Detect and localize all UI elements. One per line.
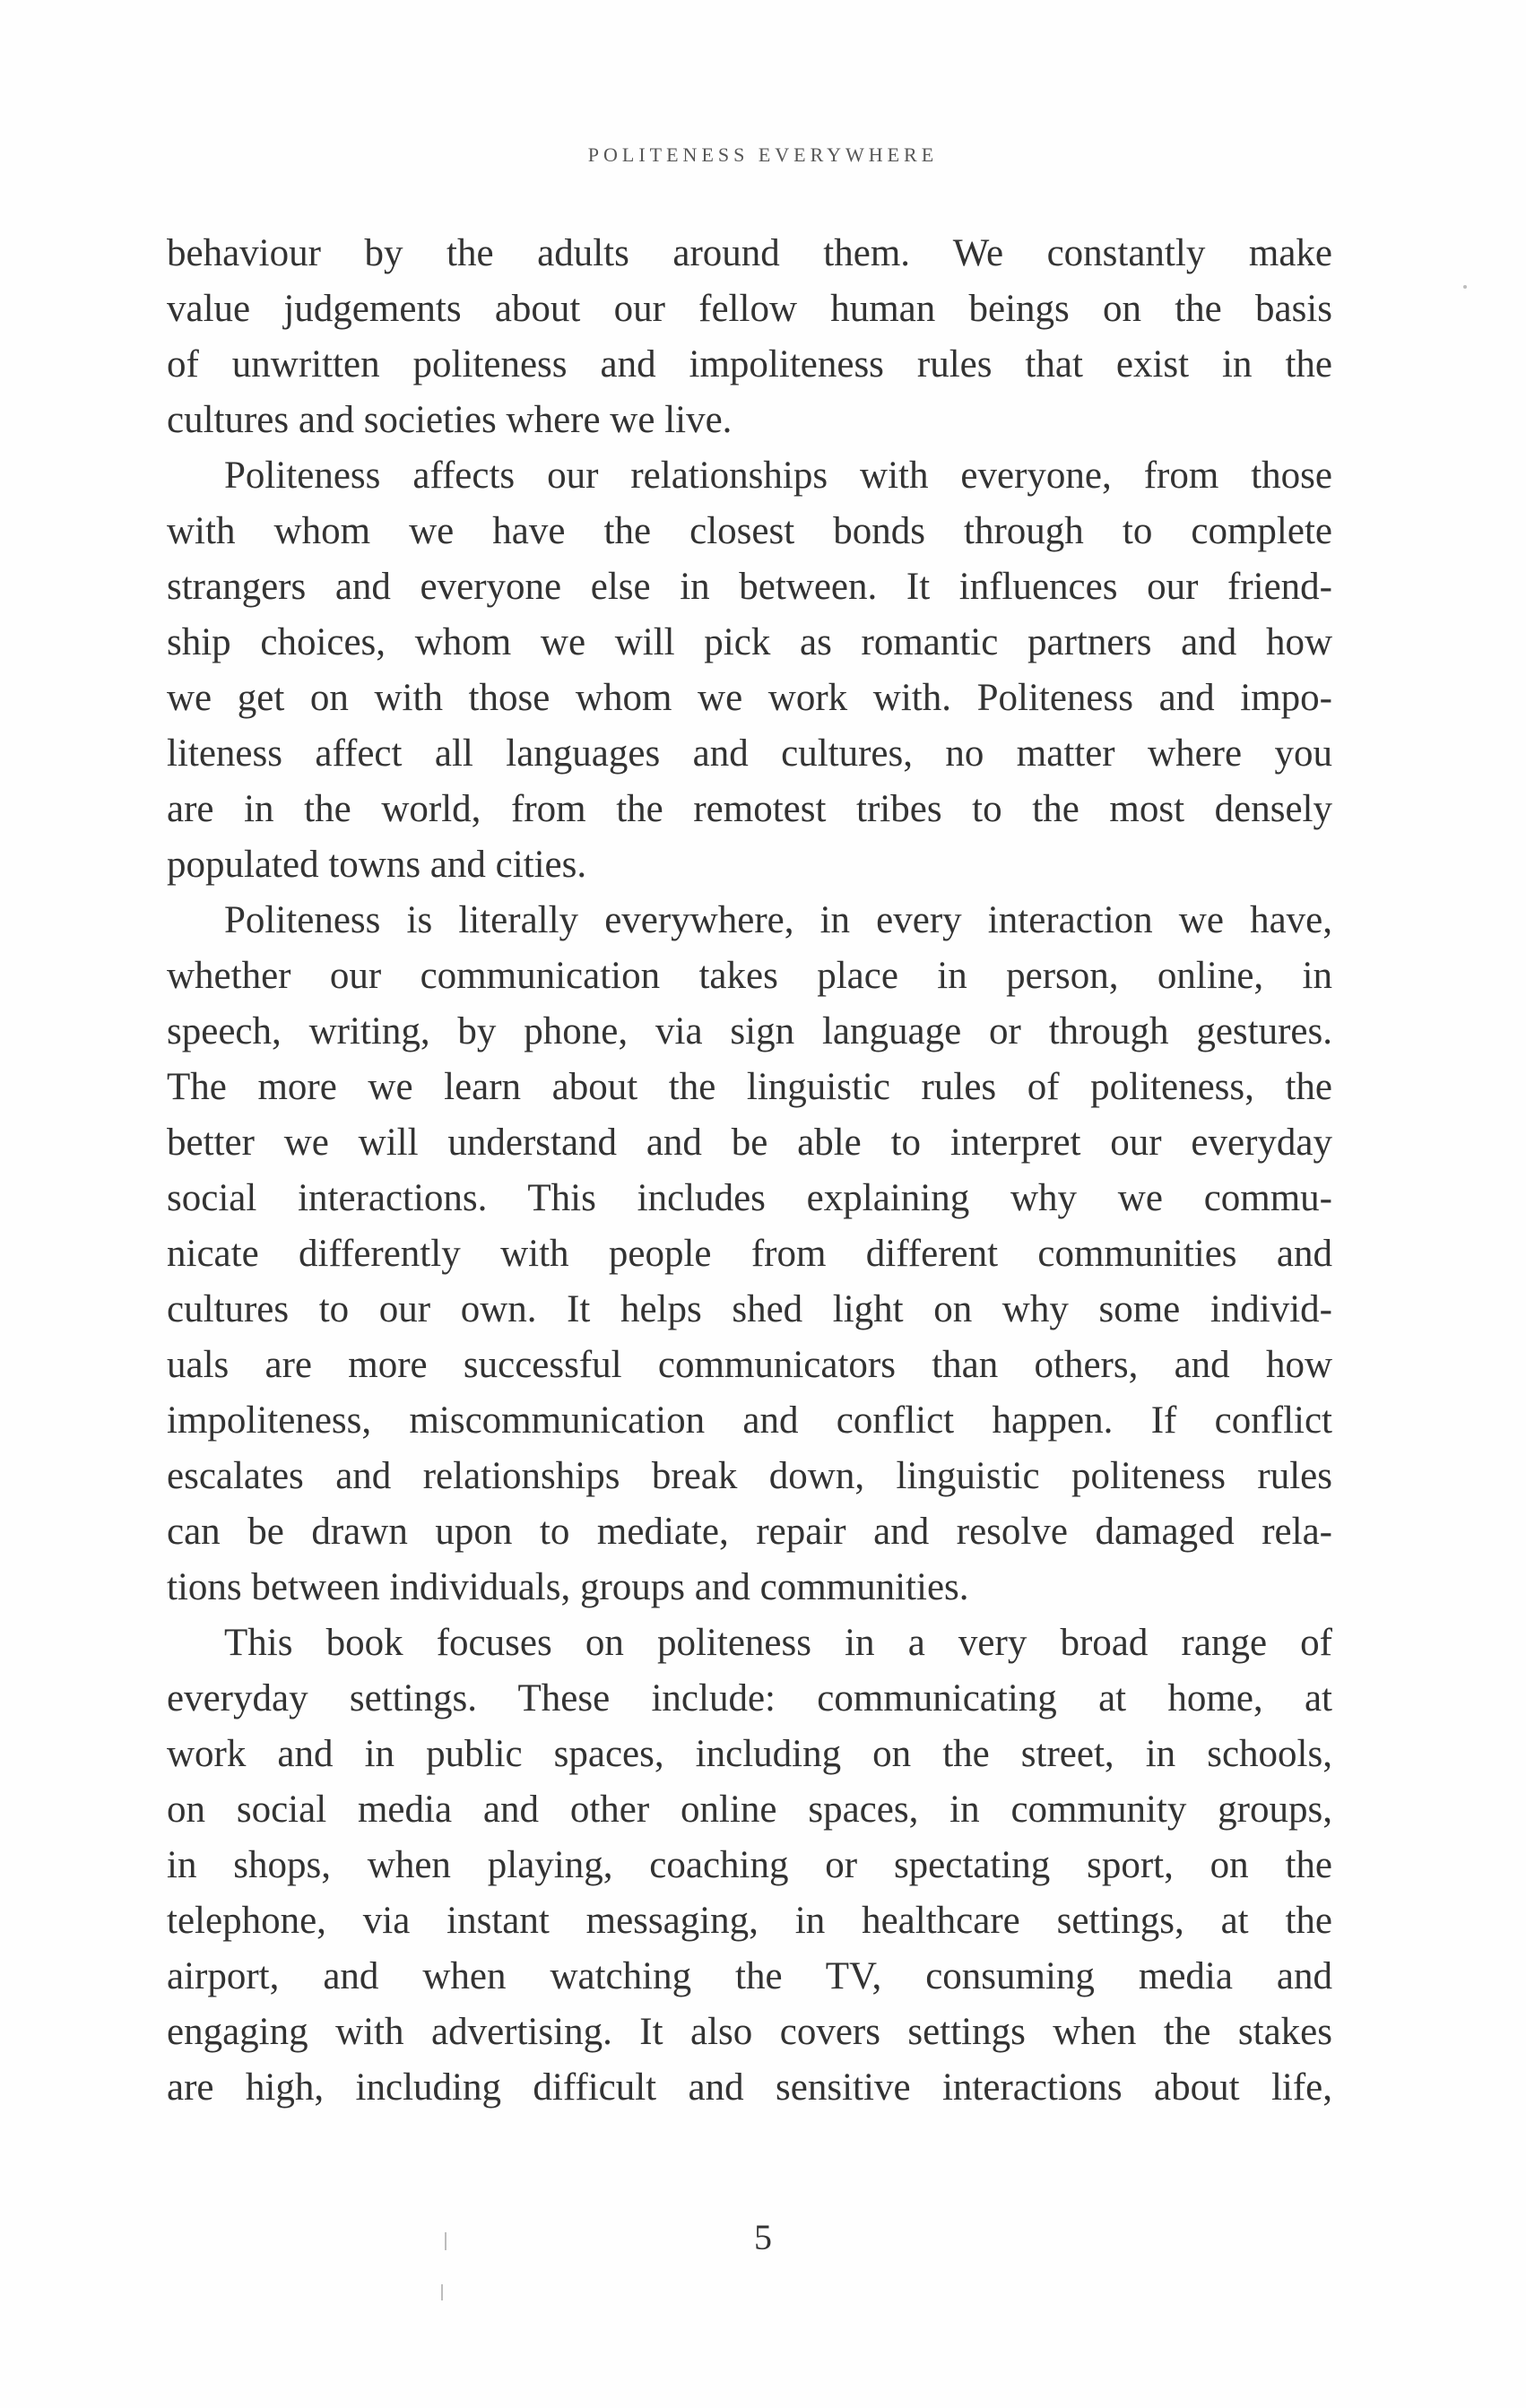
text-line: tions between individuals, groups and communities. [167,1566,969,1608]
text-line: cultures to our own. It helps shed light on why some individ- [167,1288,1332,1330]
text-line: are in the world, from the remotest tribes to the most densely [167,788,1332,830]
text-line: work and in public spaces, including on the street, in schools, [167,1733,1332,1775]
paragraph [167,448,1332,893]
text-line: speech, writing, by phone, via sign language or through gestures. [167,1010,1332,1052]
scan-speck [445,2232,447,2250]
text-line: uals are more successful communicators than others, and how [167,1344,1332,1386]
text-line: nicate differently with people from different communities and [167,1233,1332,1275]
text-line: airport, and when watching the TV, consuming media and [167,1955,1332,1997]
paragraph [167,226,1332,448]
running-head: POLITENESS EVERYWHERE [587,143,939,166]
text-line: can be drawn upon to mediate, repair and resolve damaged rela- [167,1511,1332,1553]
text-line: liteness affect all languages and cultures, no matter where you [167,732,1332,775]
body-text [167,226,1332,2116]
text-line: everyday settings. These include: communicating at home, at [167,1677,1332,1719]
text-line: This book focuses on politeness in a very broad range of [224,1622,1332,1664]
text-line: impoliteness, miscommunication and conflict happen. If conflict [167,1399,1332,1442]
text-line: social interactions. This includes explaining why we commu- [167,1177,1332,1219]
text-line: Politeness is literally everywhere, in every interaction we have, [224,899,1332,941]
text-line: populated towns and cities. [167,844,587,886]
text-line: The more we learn about the linguistic rules of politeness, the [167,1066,1332,1108]
text-line: telephone, via instant messaging, in healthcare settings, at the [167,1900,1332,1942]
text-line: on social media and other online spaces, in community groups, [167,1789,1332,1831]
text-line: of unwritten politeness and impoliteness rules that exist in the [167,343,1332,385]
text-line: we get on with those whom we work with. Politeness and impo- [167,677,1332,719]
text-line: with whom we have the closest bonds through to complete [167,510,1332,552]
scan-speck [1463,285,1467,289]
text-line: escalates and relationships break down, linguistic politeness rules [167,1455,1332,1497]
text-line: cultures and societies where we live. [167,399,733,441]
text-line: engaging with advertising. It also covers settings when the stakes [167,2011,1332,2053]
text-line: in shops, when playing, coaching or spectating sport, on the [167,1844,1332,1886]
text-line: ship choices, whom we will pick as romantic partners and how [167,621,1332,663]
text-line: value judgements about our fellow human beings on the basis [167,288,1332,330]
page-number: 5 [754,2217,772,2257]
paragraph [167,1615,1332,2116]
text-line: whether our communication takes place in person, online, in [167,955,1332,997]
text-line: Politeness affects our relationships with everyone, from those [224,455,1332,497]
text-line: better we will understand and be able to interpret our everyday [167,1122,1332,1164]
paragraph [167,893,1332,1615]
text-line: behaviour by the adults around them. We constantly make [167,232,1332,274]
text-line: are high, including difficult and sensitive interactions about life, [167,2066,1332,2109]
scan-speck [441,2284,443,2300]
text-line: strangers and everyone else in between. It influences our friend- [167,566,1332,608]
